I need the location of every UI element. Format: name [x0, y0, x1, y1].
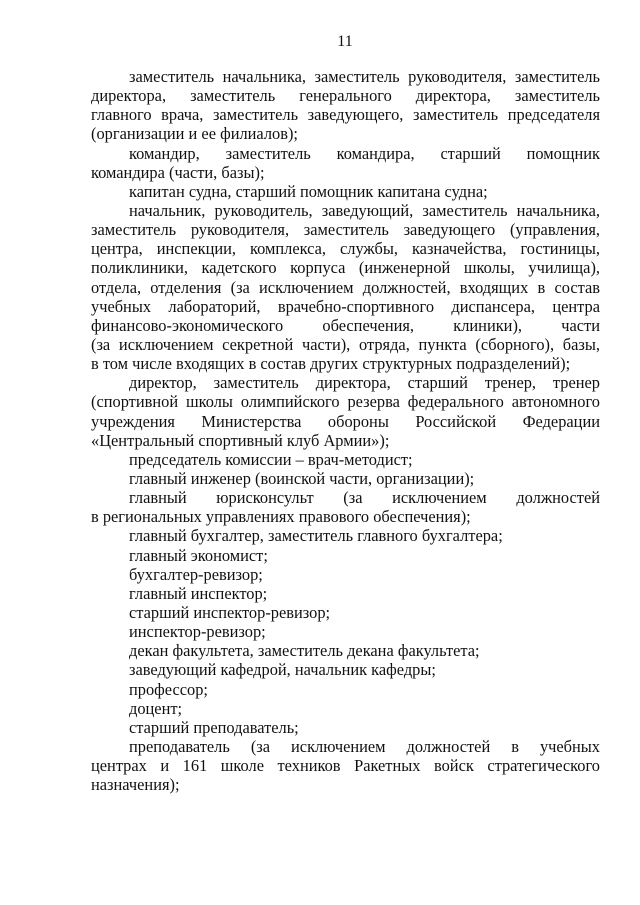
text-line: (за исключением секретной части), отряда, пункта (сборного), базы,	[91, 334, 600, 354]
text-line: поликлиники, кадетского корпуса (инженерной школы, училища),	[91, 258, 600, 278]
text-line: заместитель начальника, заместитель руководителя, заместитель	[129, 67, 600, 86]
paragraph	[91, 699, 600, 718]
paragraph	[91, 718, 600, 737]
text-line: преподаватель (за исключением должностей в учебных	[129, 736, 600, 756]
text-line: декан факультета, заместитель декана факультета;	[129, 641, 480, 661]
text-line: назначения);	[91, 775, 180, 795]
text-line: главный инженер (воинской части, организации);	[129, 468, 475, 488]
text-line: профессор;	[129, 679, 208, 699]
paragraph	[91, 584, 600, 603]
text-line: центрах и 161 школе техников Ракетных войск стратегического	[91, 756, 600, 776]
text-line: старший инспектор-ревизор;	[129, 602, 331, 622]
text-line: финансово-экономического обеспечения, клиники), части	[91, 315, 600, 335]
paragraph	[91, 622, 600, 641]
text-line: (спортивной школы олимпийского резерва федерального автономного	[91, 392, 600, 412]
text-line: учебных лабораторий, врачебно-спортивного диспансера, центра	[91, 296, 600, 316]
paragraph	[91, 546, 600, 565]
text-line: в региональных управлениях правового обеспечения);	[91, 507, 471, 527]
text-line: главный инспектор;	[129, 583, 268, 603]
text-line: учреждения Министерства обороны Российской Федерации	[91, 411, 600, 431]
page-number: 11	[337, 33, 353, 50]
text-line: (организации и ее филиалов);	[91, 124, 298, 144]
text-line: директор, заместитель директора, старший тренер, тренер	[129, 373, 600, 393]
text-line: начальник, руководитель, заведующий, заместитель начальника,	[129, 200, 600, 220]
text-line: командира (части, базы);	[91, 162, 265, 182]
paragraph	[91, 488, 600, 526]
paragraph	[91, 526, 600, 545]
paragraph	[91, 680, 600, 699]
paragraph	[91, 450, 600, 469]
paragraph	[91, 144, 600, 182]
paragraph	[91, 469, 600, 488]
paragraph	[91, 67, 600, 144]
document-body	[91, 67, 600, 794]
text-line: отдела, отделения (за исключением должностей, входящих в состав	[91, 277, 600, 297]
text-line: заведующий кафедрой, начальник кафедры;	[129, 660, 436, 680]
text-line: заместитель руководителя, заместитель заведующего (управления,	[91, 220, 600, 240]
text-line: главный юрисконсульт (за исключением должностей	[129, 488, 600, 508]
text-line: бухгалтер-ревизор;	[129, 564, 263, 584]
text-line: главного врача, заместитель заведующего, заместитель председателя	[91, 105, 600, 125]
text-line: в том числе входящих в состав других структурных подразделений);	[91, 354, 571, 374]
paragraph	[91, 660, 600, 679]
text-line: главный бухгалтер, заместитель главного бухгалтера;	[129, 526, 503, 546]
text-line: «Центральный спортивный клуб Армии»);	[91, 430, 390, 450]
text-line: доцент;	[129, 698, 183, 718]
paragraph	[91, 603, 600, 622]
paragraph	[91, 201, 600, 373]
text-line: старший преподаватель;	[129, 717, 299, 737]
text-line: главный экономист;	[129, 545, 268, 565]
text-line: центра, инспекции, комплекса, службы, казначейства, гостиницы,	[91, 239, 600, 259]
text-line: председатель комиссии – врач-методист;	[129, 449, 413, 469]
paragraph	[91, 641, 600, 660]
paragraph	[91, 737, 600, 794]
paragraph	[91, 182, 600, 201]
paragraph	[91, 565, 600, 584]
text-line: командир, заместитель командира, старший помощник	[129, 143, 600, 163]
text-line: инспектор-ревизор;	[129, 622, 266, 642]
paragraph	[91, 373, 600, 450]
text-line: капитан судна, старший помощник капитана судна;	[129, 181, 488, 201]
text-line: директора, заместитель генерального директора, заместитель	[91, 86, 600, 106]
